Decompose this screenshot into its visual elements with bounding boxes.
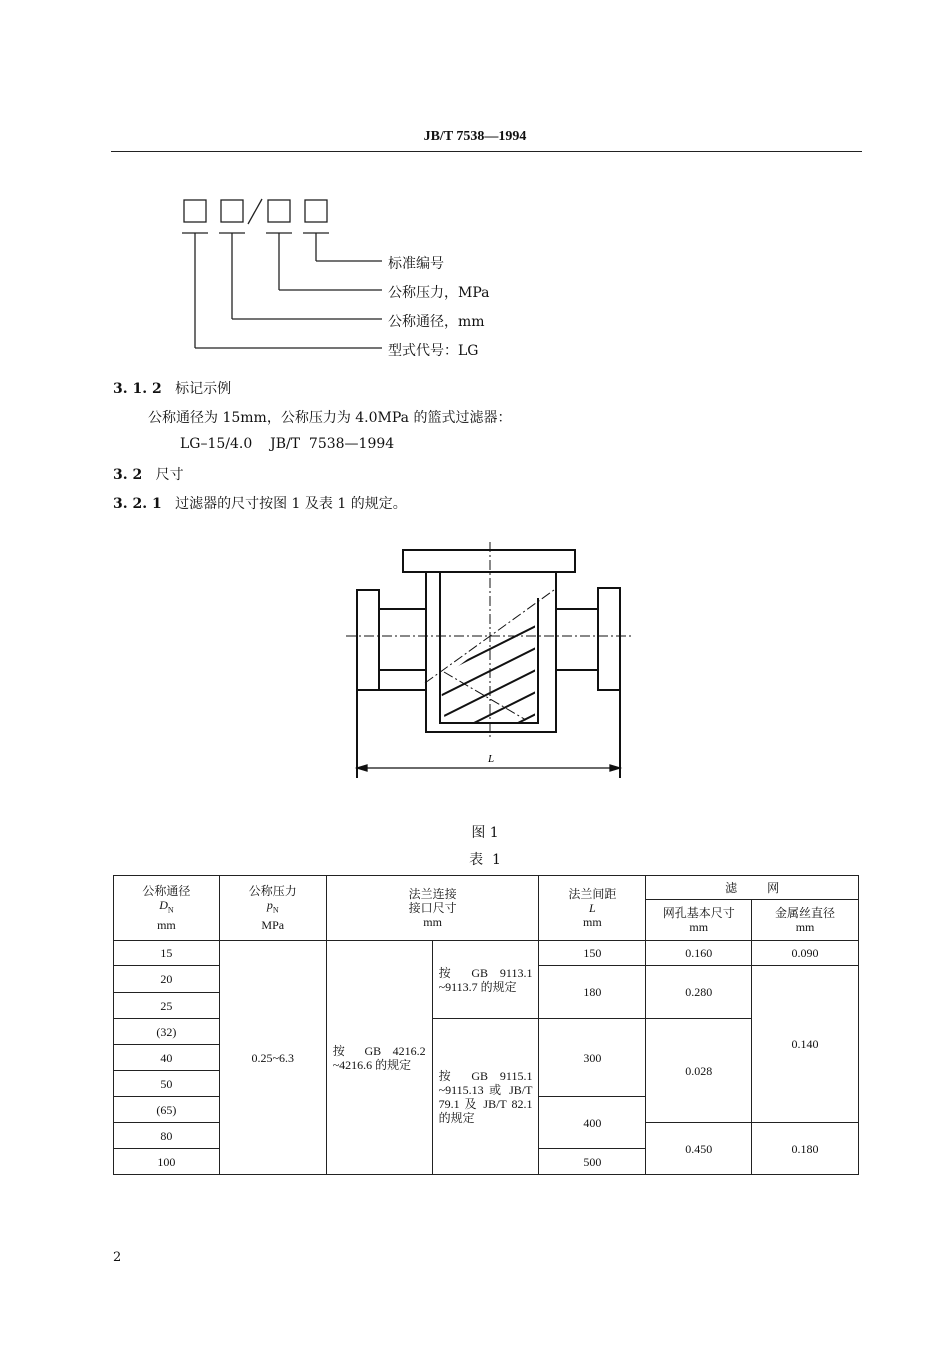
- code-box-4: [305, 200, 327, 222]
- right-flange: [598, 588, 620, 690]
- label-pressure: 公称压力，MPa: [388, 285, 490, 301]
- header-flange-connection: 法兰连接 接口尺寸 mm: [326, 876, 539, 941]
- label-type-code: 型式代号：LG: [388, 343, 479, 359]
- designation-diagram: [170, 190, 530, 365]
- dn-cell: 25: [114, 993, 220, 1019]
- section-3-1-2: [113, 378, 231, 398]
- l-cell: 180: [539, 966, 646, 1019]
- wire-cell: 0.140: [752, 966, 859, 1123]
- section-text: 过滤器的尺寸按图 1 及表 1 的规定。: [175, 496, 407, 512]
- dimension-label: L: [488, 753, 495, 765]
- wire-cell: 0.180: [752, 1123, 859, 1175]
- mesh-cell: 0.028: [646, 1019, 752, 1123]
- header-nominal-pressure: 公称压力 $p_N$ MPa: [219, 876, 326, 941]
- page-number: 2: [113, 1250, 122, 1265]
- section-3-2: [113, 464, 184, 484]
- dn-cell: 40: [114, 1045, 220, 1071]
- l-cell: 500: [539, 1149, 646, 1175]
- wire-cell: 0.090: [752, 941, 859, 966]
- code-box-1: [184, 200, 206, 222]
- flange-cell-a: 按 GB 4216.2 ~4216.6 的规定: [326, 941, 432, 1175]
- header-nominal-diameter: 公称通径 $D_N$ mm: [114, 876, 220, 941]
- dn-cell: 50: [114, 1071, 220, 1097]
- section-number: 3. 1. 2: [113, 381, 162, 397]
- cover-flange: [403, 550, 575, 572]
- example-designation: LG–15/4.0 JB/T 7538—1994: [180, 436, 395, 452]
- flange-cell-b1: 按 GB 9113.1 ~9113.7 的规定: [432, 941, 539, 1019]
- header-wire-diameter: 金属丝直径 mm: [752, 900, 859, 941]
- section-3-2-1: [113, 493, 407, 513]
- section-title: 标记示例: [175, 381, 232, 397]
- example-text: 公称通径为 15mm，公称压力为 4.0MPa 的篮式过滤器：: [148, 410, 512, 426]
- l-cell: 300: [539, 1019, 646, 1097]
- filter-body: [426, 572, 556, 732]
- code-box-3: [268, 200, 290, 222]
- section-title: 尺寸: [155, 467, 184, 483]
- dn-cell: 100: [114, 1149, 220, 1175]
- header-rule: [111, 151, 862, 152]
- mesh-cell: 0.450: [646, 1123, 752, 1175]
- header-screen: 滤 网: [646, 876, 859, 900]
- dn-cell: (65): [114, 1097, 220, 1123]
- filter-drawing: [340, 540, 640, 790]
- l-cell: 150: [539, 941, 646, 966]
- code-box-2: [221, 200, 243, 222]
- mesh-cell: 0.280: [646, 966, 752, 1019]
- section-number: 3. 2: [113, 467, 143, 483]
- dn-cell: 80: [114, 1123, 220, 1149]
- pressure-cell: 0.25~6.3: [219, 941, 326, 1175]
- dn-cell: 20: [114, 966, 220, 993]
- page-header: JB/T 7538—1994: [423, 129, 527, 144]
- left-flange: [357, 590, 379, 690]
- filter-basket: [440, 572, 538, 723]
- l-cell: 400: [539, 1097, 646, 1149]
- flange-cell-b2: 按 GB 9115.1 ~9115.13 或 JB/T 79.1 及 JB/T 82.1 的规定: [432, 1019, 539, 1175]
- dimension-table: [113, 875, 859, 1175]
- mesh-cell: 0.160: [646, 941, 752, 966]
- section-number: 3. 2. 1: [113, 496, 162, 512]
- label-diameter: 公称通径，mm: [388, 314, 485, 330]
- label-standard-no: 标准编号: [388, 256, 444, 272]
- table-caption: 表 1: [469, 852, 501, 868]
- figure-caption: 图 1: [471, 825, 499, 841]
- header-flange-spacing: 法兰间距 L mm: [539, 876, 646, 941]
- dn-cell: (32): [114, 1019, 220, 1045]
- header-mesh-size: 网孔基本尺寸 mm: [646, 900, 752, 941]
- dn-cell: 15: [114, 941, 220, 966]
